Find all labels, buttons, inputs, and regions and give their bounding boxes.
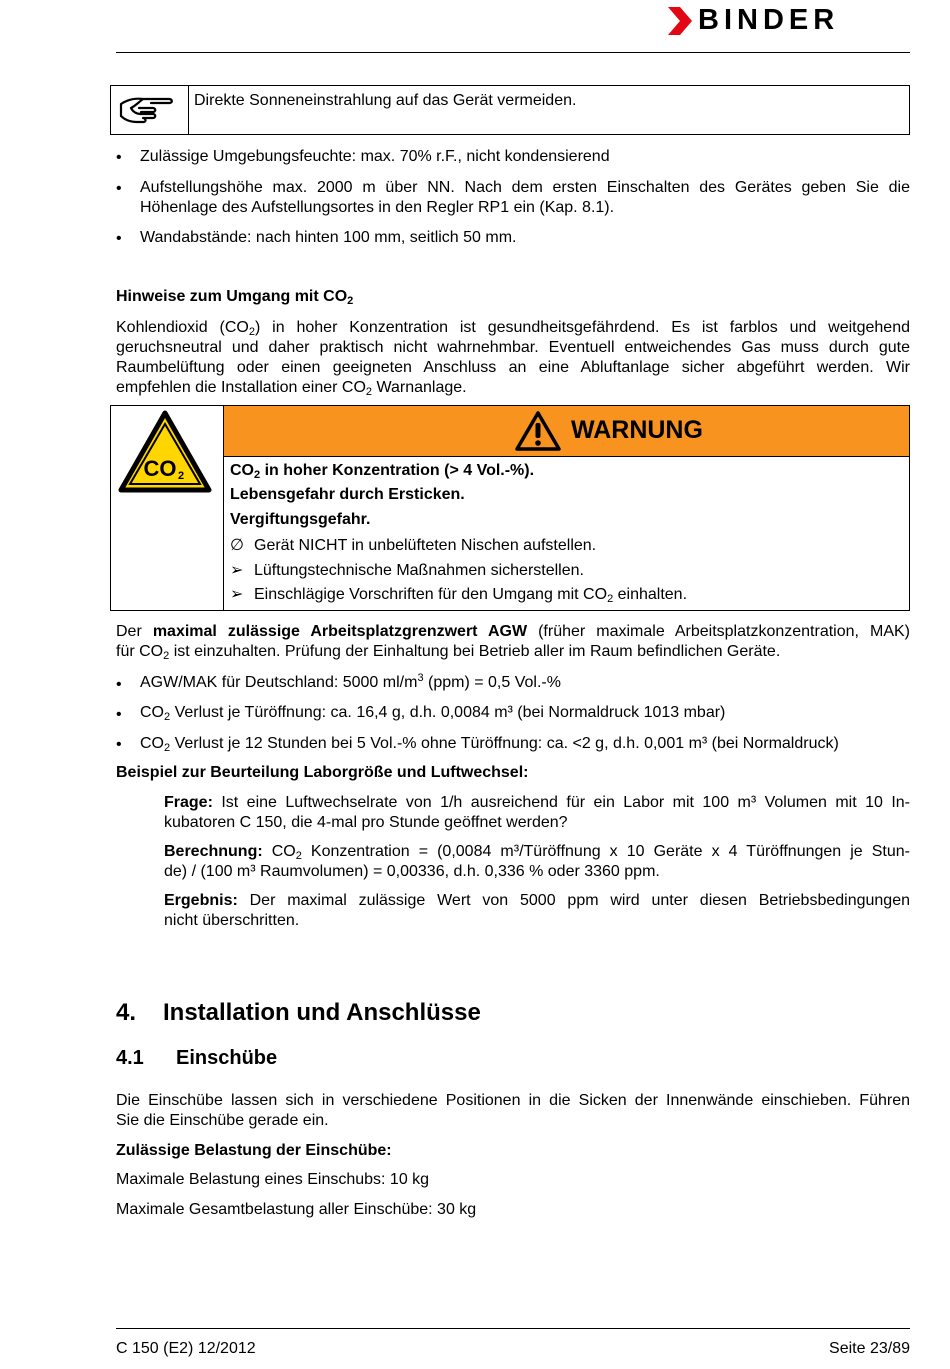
footer-page-number: Seite 23/89 (829, 1340, 910, 1357)
co2-paragraph (116, 318, 910, 398)
arrow-bullet-icon: ➢ (230, 586, 244, 603)
warning-title: WARNUNG (571, 416, 703, 444)
load-heading: Zulässige Belastung der Einschübe: (116, 1142, 392, 1159)
load-line: Maximale Gesamtbelastung aller Einschübe: 30 kg (116, 1201, 477, 1218)
co2-paragraph-line: Raumbelüftung oder einen geeigneten Anschluss an eine Abluftanlage sicher abgeführt werden. Wir (116, 359, 910, 376)
co2-paragraph-line: geruchsneutral und daher praktisch nicht wahrnehmbar. Eventuell entweichendes Gas muss durch gute (116, 339, 910, 356)
example-question (164, 793, 910, 833)
example-line: de) / (100 m³ Raumvolumen) = 0,00336, d.h. 0,336 % oder 3360 ppm. (164, 863, 660, 880)
warning-sign-cell (111, 406, 224, 610)
hint-box (110, 85, 910, 135)
warning-box (110, 405, 910, 611)
example-line: nicht überschritten. (164, 912, 300, 929)
example-result (164, 891, 910, 931)
list-item: $CO_2$ Verlust je Türöffnung: ca. 16,4 g, d.h. 0,0084 m³ (bei Normaldruck 1013 mbar) (140, 704, 726, 723)
warning-line: $CO_2$ in hoher Konzentration (> 4 Vol.-%). (230, 462, 535, 481)
section-number: 4.1 (116, 1047, 144, 1069)
bullet-dot: • (116, 230, 122, 247)
warning-item: ➢ Lüftungstechnische Maßnahmen sicherstellen. (230, 562, 584, 579)
agw-line: für $CO_2$ ist einzuhalten. Prüfung der Einhaltung bei Betrieb aller im Raum befindlichen Geräte. (116, 643, 781, 662)
co2-hazard-sign-icon (118, 410, 212, 494)
list-item: Aufstellungshöhe max. 2000 m über NN. Nach dem ersten Einschalten des Gerätes geben Sie die (140, 179, 910, 196)
bullet-dot: • (116, 180, 122, 197)
co2-paragraph-line: Kohlendioxid $(CO_2)$ in hoher Konzentration ist gesundheitsgefährdend. Es ist farblos und weitgehend (116, 319, 910, 338)
warning-line: Vergiftungsgefahr. (230, 511, 371, 528)
warning-line: Lebensgefahr durch Ersticken. (230, 486, 465, 503)
bullet-dot: • (116, 736, 122, 753)
load-line: Maximale Belastung eines Einschubs: 10 kg (116, 1171, 430, 1188)
example-line: Frage: Ist eine Luftwechselrate von 1/h ausreichend für ein Labor mit 100 m³ Volumen mit 10 In- (164, 794, 910, 811)
warning-item: ➢ Einschlägige Vorschriften für den Umgang mit $CO_2$ einhalten. (230, 586, 688, 605)
section-line: Die Einschübe lassen sich in verschiedene Positionen in die Sicken der Innenwände einschieben. Führen (116, 1092, 910, 1109)
co2-paragraph-line: empfehlen die Installation einer $CO_2$ Warnanlage. (116, 379, 467, 398)
section-paragraph (116, 1091, 910, 1131)
agw-paragraph (116, 622, 910, 662)
binder-logo-mark (668, 7, 692, 35)
footer-doc-id: C 150 (E2) 12/2012 (116, 1340, 256, 1357)
footer-rule (116, 1328, 910, 1329)
list-item: Zulässige Umgebungsfeuchte: max. 70% r.F., nicht kondensierend (140, 148, 610, 165)
chapter-title: Installation und Anschlüsse (163, 999, 481, 1026)
chapter-heading (116, 999, 481, 1027)
header-rule (116, 52, 910, 53)
chapter-number: 4. (116, 999, 137, 1026)
example-line: Berechnung: $CO_2$ Konzentration = (0,0084 m³/Türöffnung x 10 Geräte x 4 Türöffnungen je Stun- (164, 843, 910, 862)
bullet-dot: • (116, 149, 122, 166)
arrow-bullet-icon: ➢ (230, 562, 244, 579)
warning-item: ∅ Gerät NICHT in unbelüfteten Nischen aufstellen. (230, 537, 597, 554)
sign-sub: 2 (177, 470, 185, 482)
section-line: Sie die Einschübe gerade ein. (116, 1112, 329, 1129)
example-heading: Beispiel zur Beurteilung Laborgröße und Luftwechsel: (116, 764, 529, 781)
bullet-dot: • (116, 676, 122, 693)
list-item: Wandabstände: nach hinten 100 mm, seitlich 50 mm. (140, 229, 517, 246)
list-item: AGW/MAK für Deutschland: 5000 $ml/m^3$ (ppm) = 0,5 Vol.-% (140, 672, 561, 691)
list-item-continuation: Höhenlage des Aufstellungsortes in den Regler RP1 ein (Kap. 8.1). (140, 199, 615, 216)
sign-label: CO (143, 456, 177, 481)
agw-line: Der maximal zulässige Arbeitsplatzgrenzwert AGW (früher maximale Arbeitsplatzkonzentration, MAK) (116, 623, 910, 640)
example-line: kubatoren C 150, die 4-mal pro Stunde geöffnet werden? (164, 814, 568, 831)
bullet-dot: • (116, 706, 122, 723)
co2-heading: Hinweise zum Umgang mit $CO_2$ (116, 288, 354, 307)
section-heading (116, 1047, 277, 1070)
example-line: Ergebnis: Der maximal zulässige Wert von 5000 ppm wird unter diesen Betriebsbedingungen (164, 892, 910, 909)
pointing-hand-icon (117, 90, 177, 130)
prohibited-symbol-icon: ∅ (230, 537, 244, 554)
hint-icon-cell (111, 86, 189, 134)
hint-text: Direkte Sonneneinstrahlung auf das Gerät vermeiden. (194, 92, 577, 109)
example-calculation (164, 842, 910, 882)
list-item: $CO_2$ Verlust je 12 Stunden bei 5 Vol.-% ohne Türöffnung: ca. <2 g, d.h. 0,001 m³ (bei Normaldruck) (140, 735, 839, 754)
logo-text: BINDER (698, 4, 840, 36)
section-title: Einschübe (176, 1047, 278, 1069)
warning-header (224, 406, 909, 457)
brand-logo (668, 6, 910, 36)
warning-triangle-icon (514, 410, 562, 452)
